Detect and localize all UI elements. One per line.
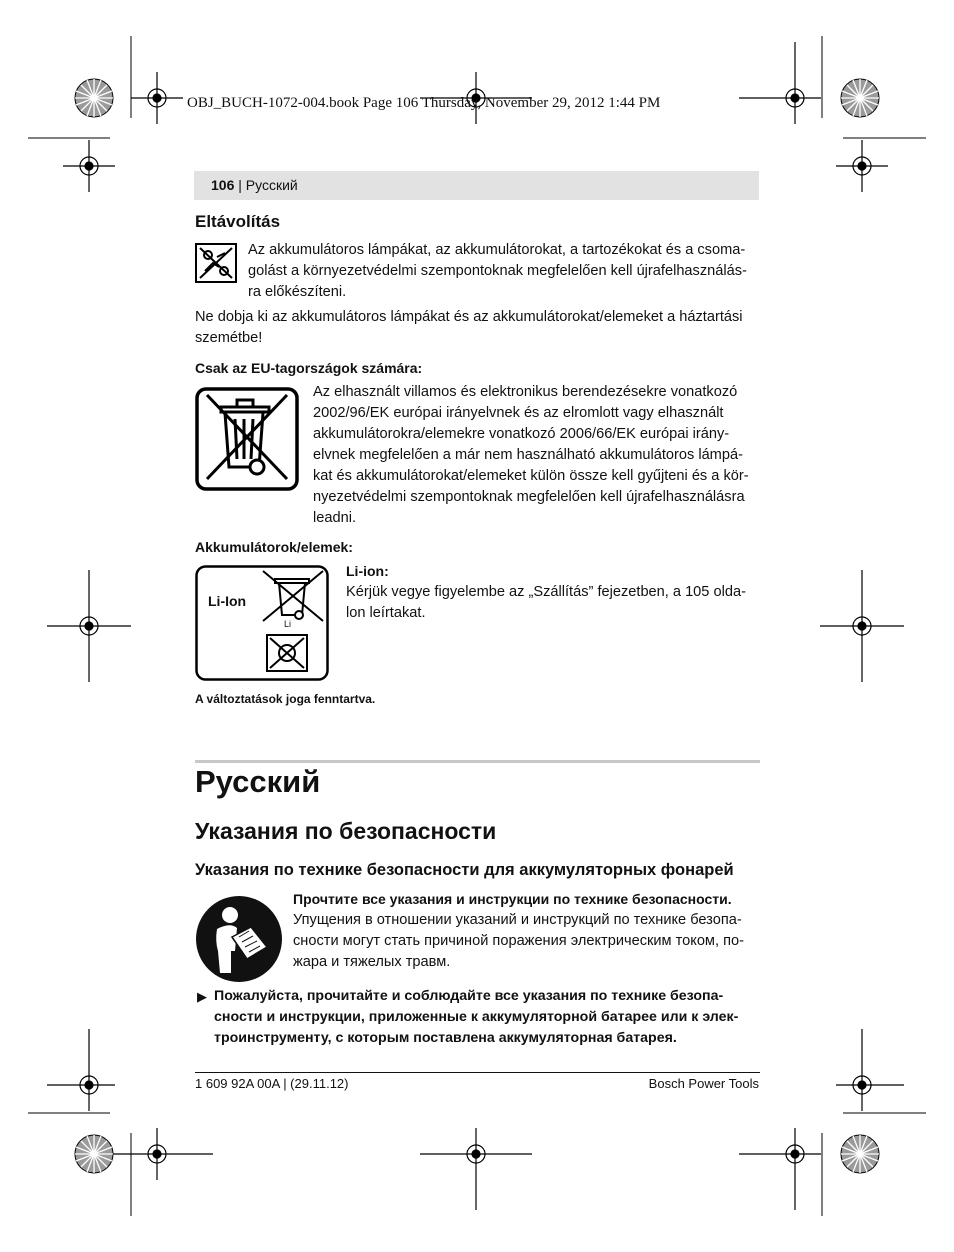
liion-frame: [195, 565, 329, 681]
page-number: 106: [211, 177, 235, 193]
safety-heading: Указания по безопасности: [195, 818, 497, 844]
printer-slug: OBJ_BUCH-1072-004.book Page 106 Thursday, November 29, 2012 1:44 PM: [187, 95, 661, 111]
liion-text: Kérjük vegye figyelembe az „Szállítás” fejezetben, a 105 olda- lon leírtakat.: [346, 584, 746, 621]
read-manual-icon: [195, 895, 283, 983]
weee-bin-icon: [195, 387, 299, 491]
russian-title: Русский: [195, 764, 321, 799]
liion-heading: Li-ion:: [346, 563, 389, 579]
rights-reserved: A változtatások joga fenntartva.: [195, 692, 376, 706]
footer-rule: [195, 1072, 760, 1073]
eu-text: Az elhasznált villamos és elektronikus berendezésekre vonatkozó 2002/96/EK európai irányelvnek és az elromlott vagy elhasznált akkumulátorokra/elemekre vonatkozó 2006/66/EK európai irány- elvnek megfelelően a már nem használható akkumulátoros lámpá- kat és akkumulátorokat/elemeket külön össze kell gyűjteni és a kör- nyezetvédelmi szempontoknak megfelelően kell újrafelhasználásra leadni.: [313, 384, 749, 526]
bullet-arrow-icon: ▶: [197, 989, 207, 1004]
disposal-text: Az akkumulátoros lámpákat, az akkumulátorokat, a tartozékokat és a csoma- golást a környezetvédelmi szempontoknak megfelelően kell újrafelhasználás- ra előkészíteni.: [248, 242, 747, 300]
eu-heading: Csak az EU-tagországok számára:: [195, 360, 423, 376]
household-warning: Ne dobja ki az akkumulátoros lámpákat és az akkumulátorokat/elemeket a háztartási szemétbe!: [195, 309, 743, 346]
recycle-tools-icon: [195, 243, 237, 283]
liion-badge: Li-Ion: [208, 593, 247, 609]
footer-left: 1 609 92A 00A | (29.11.12): [195, 1076, 349, 1091]
battery-heading: Akkumulátorok/elemek:: [195, 539, 353, 555]
header-section: Русский: [245, 177, 298, 193]
safety-subheading: Указания по технике безопасности для аккумуляторных фонарей: [195, 861, 734, 879]
bullet-text: Пожалуйста, прочитайте и соблюдайте все указания по технике безопа- сности и инструкции, приложенные к аккумуляторной батарее или к элек- троинструменту, с которым поставлена аккумуляторная батарея.: [214, 988, 739, 1046]
liion-icon-group: [195, 565, 329, 681]
running-header: [194, 171, 759, 200]
liion-small-label: Li: [284, 619, 292, 629]
section-rule: [195, 760, 760, 763]
header-separator: |: [234, 177, 246, 193]
read-instructions-text: Прочтите все указания и инструкции по технике безопасности. Упущения в отношении указаний и инструкций по технике безопа- сности могут стать причиной поражения электрическим током, по- жара и тяжелых травм.: [293, 891, 744, 970]
disposal-heading: Eltávolítás: [195, 212, 281, 231]
footer-right: Bosch Power Tools: [648, 1076, 759, 1091]
